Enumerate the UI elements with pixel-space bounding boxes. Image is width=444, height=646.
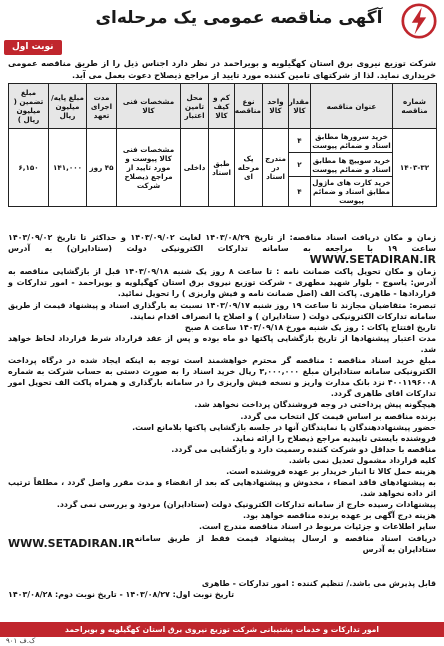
- setadiran-link[interactable]: WWW.SETADIRAN.IR: [309, 253, 436, 267]
- opening-date-paragraph: تاریخ افتتاح پاکات : روز یک شنبه مورخ ۱۴۰۳/۰۹/۱۸ ساعت ۸ صبح: [184, 322, 436, 332]
- publication-dates: تاریخ نوبت اول: ۱۴۰۳/۰۸/۲۷ - تاریخ نوبت دوم: ۱۴۰۳/۰۸/۲۸: [8, 590, 235, 600]
- unit-cell: مندرج در اسناد: [263, 129, 289, 207]
- guarantee-cell: ۶,۱۵۰: [9, 129, 49, 207]
- page-code: ک.ف ۹۰۱: [6, 637, 36, 645]
- setadiran-link-2[interactable]: WWW.SETADIRAN.IR: [8, 537, 135, 551]
- condition-item: به پیشنهادهای فاقد امضاء ، مخدوش و پیشنهادهایی که بعد از انقضاء و مدت مقرر واصل گردد ، مطلقاً ترتیب اثر داده نخواهد شد.: [8, 478, 436, 499]
- condition-item: مناقصه با حداقل دو شرکت کننده رسمیت دارد و بازگشایی می گردد.: [171, 444, 436, 454]
- conditions-text: [8, 232, 436, 555]
- quantity-cell: ۴: [289, 177, 311, 207]
- validity-cell: داخلی: [181, 129, 209, 207]
- condition-item: حضور پیشنهاددهندگان یا نمایندگان آنها در جلسه بازگشایی پاکتها بلامانع است.: [132, 422, 436, 432]
- col-header-specs: مشخصات فنی کالا: [117, 84, 181, 129]
- document-price-paragraph: مبلغ خرید اسناد مناقصه : مناقصه گر محترم خواهشمند است توجه به اینکه ایجاد شده در درگاه پرداخت الکترونیکی سامانه ستادایران مبلغ ۳,۰۰۰,۰۰۰ ریال خرید اسناد را به صورت دستی به حساب شرکت به شماره ۴۰۰۱۱۹۶۰۰۸ نزد بانک مدارت واریز و نسخه فیش واریزی را در سامانه بارگذاری و همراه پاکت الف تحویل امور تدارکات اقای طاهری گردد.: [8, 356, 436, 399]
- round-badge: نوبت اول: [4, 40, 62, 55]
- col-header-base-amount: مبلغ پایه/ میلیون ریال: [49, 84, 87, 129]
- header: [0, 0, 444, 42]
- condition-item: سایر اطلاعات و جزئیات مربوط در اسناد مناقصه مندرج است.: [199, 522, 436, 532]
- condition-item: فروشنده بایستی تاییدیه مراجع ذیصلاح را ارائه نماید.: [232, 433, 436, 443]
- guarantee-delivery-paragraph: زمان و مکان تحویل پاکت ضمانت نامه : تا ساعت ۸ روز یک شنبه ۱۴۰۳/۰۹/۱۸ قبل از بازگشایی مناقصه به آدرس: یاسوج - بلوار شهید مطهری - شرکت توزیع نیروی برق استان کهگیلویه و بویراحمد - امور تدارکات و قراردادها - طاهری. پاکت الف (اصل ضمانت نامه و فیش واریزی ) را تحویل نمائید.: [8, 267, 437, 299]
- tender-number-cell: ۱۴۰۳-۳۲: [393, 129, 437, 207]
- col-header-tender-type: نوع مناقصه: [235, 84, 263, 129]
- table-header-row: [9, 84, 437, 129]
- tender-type-cell: یک مرحله ای: [235, 129, 263, 207]
- power-company-logo: [400, 3, 438, 39]
- subject-cell: خرید کارت های ماژول مطابق اسناد و ضمائم پیوست: [312, 178, 391, 205]
- subject-cell: خرید سوییچ ها مطابق اسناد و ضمائم پیوست: [311, 153, 393, 177]
- col-header-guarantee: مبلغ تضمین ( میلیون ریال ): [9, 84, 49, 129]
- condition-item: هزینه درج آگهی بر عهده برنده مناقصه خواهد بود.: [243, 511, 436, 521]
- col-header-duration: مدت اجرای تعهد: [87, 84, 117, 129]
- duration-cell: ۴۵ روز: [87, 129, 117, 207]
- footer-bar: امور تدارکات و خدمات پشتیبانی شرکت توزیع نیروی برق استان کهگیلویه و بویراحمد: [0, 622, 444, 637]
- condition-item: هیچگونه پیش پرداختی در وجه فروشندگان پرداخت نخواهد شد.: [194, 400, 436, 410]
- tender-table: [8, 83, 437, 207]
- footer-lines: [8, 578, 436, 600]
- quantity-cell: ۴: [289, 129, 311, 153]
- quantity-cell: ۲: [289, 153, 311, 177]
- evaluation-cell: طبق اسناد: [209, 129, 235, 207]
- document-receipt-paragraph: زمان و مکان دریافت اسناد مناقصه: از تاریخ ۱۴۰۳/۰۸/۲۹ لغایت ۱۴۰۳/۰۹/۰۲ و حداکثر تا تاریخ ۱۴۰۳/۰۹/۰۲ ساعت ۱۹ با مراجعه به سامانه تدارکات الکترونیکی دولت (ستادایران) به آدرس WWW.SETADIRAN.IR: [8, 233, 436, 267]
- submission-line: دریافت اسناد مناقصه و ارسال پیشنهاد قیمت فقط از طریق سامانه ستادایران به آدرس WWW.SETADIRAN.IR: [8, 533, 436, 554]
- condition-item: پیشنهادات رسیده خارج از سامانه تدارکات الکترونیک دولت (ستادایران) مردود و بررسی نمی گردد.: [56, 500, 436, 510]
- page-title: آگهی مناقصه عمومی یک مرحله‌ای: [95, 8, 383, 28]
- subject-cell: خرید سرورها مطابق اسناد و ضمائم پیوست: [311, 129, 393, 153]
- table-row: [9, 129, 437, 153]
- intro-text: شرکت توزیع نیروی برق استان کهگیلویه و بویراحمد در نظر دارد اجناس ذیل را از طریق مناقصه عمومی خریداری نماید. لذا از شرکتهای تامین کننده مورد تایید از مراجع ذیصلاح دعوت بعمل می آید.: [8, 58, 436, 80]
- col-header-subject: عنوان مناقصه: [311, 84, 393, 129]
- validity-paragraph: مدت اعتبار پیشنهادها از تاریخ بازگشایی پاکتها دو ماه بوده و پس از عقد قرارداد شرط قرارداد لحاظ خواهد شد.: [8, 333, 436, 354]
- condition-item: هزینه حمل کالا تا انبار خریدار بر عهده فروشنده است.: [226, 466, 436, 476]
- col-header-unit: واحد کالا: [263, 84, 289, 129]
- base-amount-cell: ۱۴۱,۰۰۰: [49, 129, 87, 207]
- col-header-evaluation: کم و کیف کالا: [209, 84, 235, 129]
- note-paragraph: تبصره: متقاضیان مجازند تا ساعت ۱۹ روز شنبه ۱۴۰۳/۰۹/۱۷ نسبت به بارگذاری اسناد و پیشنهاد قیمت از طریق سامانه تدارکات الکترونیکی دولت ( ستادایران ) و اصلاح یا انصراف اقدام نمایند.: [8, 300, 437, 321]
- prepared-by-line: قابل پذیرش می باشد./ تنظیم کننده : امور تدارکات - طاهری: [201, 579, 436, 588]
- col-header-quantity: مقدار کالا: [289, 84, 311, 129]
- specs-cell: مشخصات فنی کالا پیوست و مورد تایید از مراجع ذیصلاح شرکت: [117, 129, 181, 207]
- condition-item: کلیه قرارداد مشمول تعدیل نمی باشد.: [288, 455, 436, 465]
- condition-item: برنده مناقصه بر اساس قیمت کل انتخاب می گردد.: [240, 411, 436, 421]
- col-header-validity: محل تامین اعتبار: [181, 84, 209, 129]
- col-header-tender-number: شماره مناقصه: [393, 84, 437, 129]
